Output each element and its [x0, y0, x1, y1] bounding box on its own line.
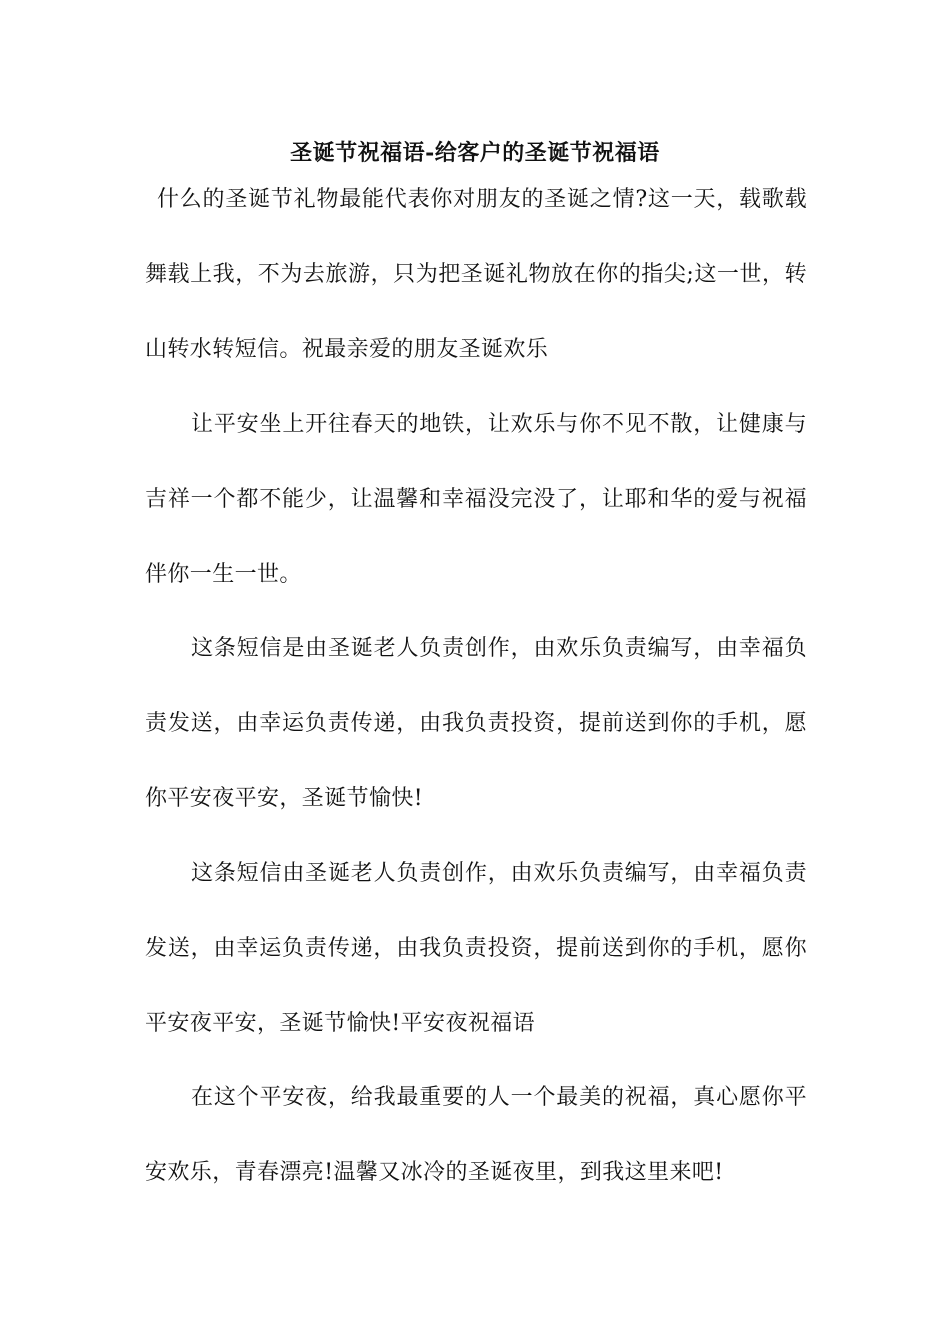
paragraph-5: 在这个平安夜，给我最重要的人一个最美的祝福，真心愿你平安欢乐，青春漂亮!温馨又冰冷的圣诞夜里，到我这里来吧! — [145, 1085, 807, 1185]
document-title: 圣诞节祝福语-给客户的圣诞节祝福语 — [290, 140, 660, 166]
paragraph-3: 这条短信是由圣诞老人负责创作，由欢乐负责编写，由幸福负责发送，由幸运负责传递，由我负责投资，提前送到你的手机，愿你平安夜平安，圣诞节愉快! — [145, 636, 807, 811]
paragraph-2: 让平安坐上开往春天的地铁，让欢乐与你不见不散，让健康与吉祥一个都不能少，让温馨和幸福没完没了，让耶和华的爱与祝福伴你一生一世。 — [145, 412, 807, 587]
paragraph-1: 什么的圣诞节礼物最能代表你对朋友的圣诞之情?这一天，载歌载舞载上我，不为去旅游，只为把圣诞礼物放在你的指尖;这一世，转山转水转短信。祝最亲爱的朋友圣诞欢乐 — [145, 187, 807, 362]
paragraph-4: 这条短信由圣诞老人负责创作，由欢乐负责编写，由幸福负责发送，由幸运负责传递，由我负责投资，提前送到你的手机，愿你平安夜平安，圣诞节愉快!平安夜祝福语 — [145, 861, 807, 1036]
